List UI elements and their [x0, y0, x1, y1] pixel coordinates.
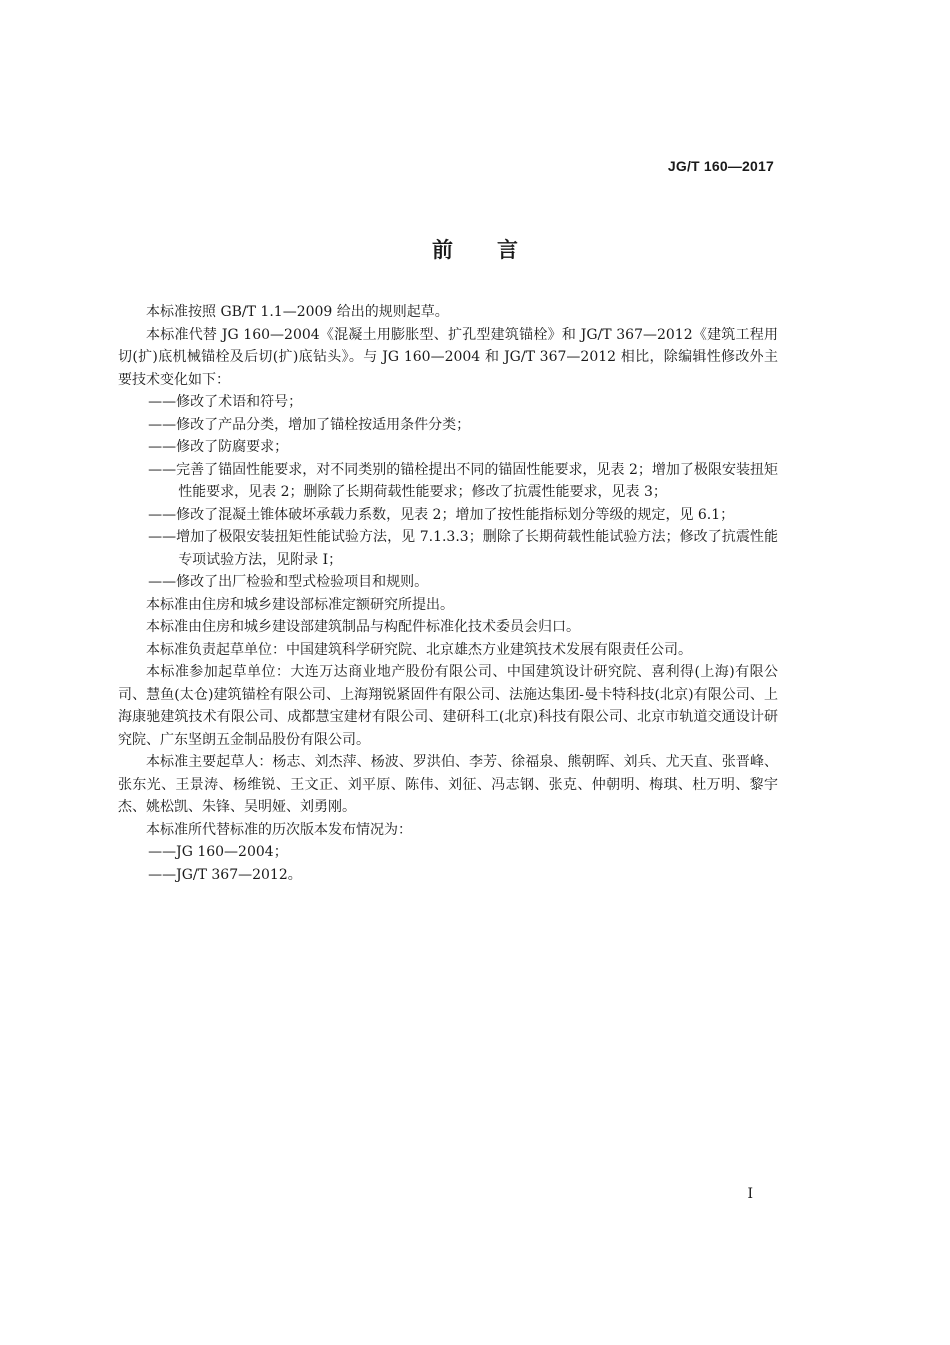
change-item: ——修改了术语和符号；: [148, 394, 303, 410]
paragraph-history-intro: 本标准所代替标准的历次版本发布情况为：: [146, 821, 412, 838]
paragraph-committee: 本标准由住房和城乡建设部建筑制品与构配件标准化技术委员会归口。: [146, 619, 580, 635]
paragraph-replacement: 本标准代替 JG 160—2004《混凝土用膨胀型、扩孔型建筑锚栓》和 JG/T 367—2012《建筑工程用切(扩)底机械锚栓及后切(扩)底钻头》。与 JG 160—2004 和 JG/T 367—2012 相比，除编辑性修改外主要技术变化如下：: [118, 326, 778, 388]
change-item: ——修改了产品分类，增加了锚栓按适用条件分类；: [148, 416, 471, 433]
change-item: ——修改了出厂检验和型式检验项目和规则。: [148, 574, 429, 590]
change-item: ——完善了锚固性能要求，对不同类别的锚栓提出不同的锚固性能要求，见表 2；增加了极限安装扭矩性能要求，见表 2；删除了长期荷载性能要求；修改了抗震性能要求，见表 3；: [148, 461, 778, 500]
change-item: ——增加了极限安装扭矩性能试验方法，见 7.1.3.3；删除了长期荷载性能试验方法；修改了抗震性能专项试验方法，见附录 I；: [148, 529, 778, 568]
page-title: 前言: [432, 238, 562, 262]
paragraph-proposer: 本标准由住房和城乡建设部标准定额研究所提出。: [146, 596, 454, 613]
change-item: ——修改了防腐要求；: [148, 439, 289, 455]
paragraph-lead-drafter: 本标准负责起草单位：中国建筑科学研究院、北京雄杰方业建筑技术发展有限责任公司。: [146, 641, 692, 658]
paragraph-drafting-rules: 本标准按照 GB/T 1.1—2009 给出的规则起草。: [146, 304, 449, 320]
page-number: I: [747, 1186, 753, 1202]
paragraph-drafters: 本标准主要起草人：杨志、刘杰萍、杨波、罗洪伯、李芳、徐福泉、熊朝晖、刘兵、尤天直、张晋峰、张东光、王景涛、杨维锐、王文正、刘平原、陈伟、刘征、冯志钢、张克、仲朝明、梅琪、杜万明、黎宇杰、姚松凯、朱锋、吴明娅、刘勇刚。: [118, 754, 778, 815]
standard-code: JG/T 160—2017: [667, 158, 774, 174]
history-item: ——JG/T 367—2012。: [148, 866, 302, 883]
paragraph-participants: 本标准参加起草单位：大连万达商业地产股份有限公司、中国建筑设计研究院、喜利得(上海)有限公司、慧鱼(太仓)建筑锚栓有限公司、上海翔锐紧固件有限公司、法施达集团-曼卡特科技(北京)有限公司、上海康驰建筑技术有限公司、成都慧宝建材有限公司、建研科工(北京)科技有限公司、北京市轨道交通设计研究院、广东坚朗五金制品股份有限公司。: [118, 664, 778, 748]
history-item: ——JG 160—2004；: [148, 844, 288, 860]
body-text: [118, 301, 778, 886]
change-item: ——修改了混凝土锥体破坏承载力系数，见表 2；增加了按性能指标划分等级的规定，见 6.1；: [148, 506, 735, 523]
